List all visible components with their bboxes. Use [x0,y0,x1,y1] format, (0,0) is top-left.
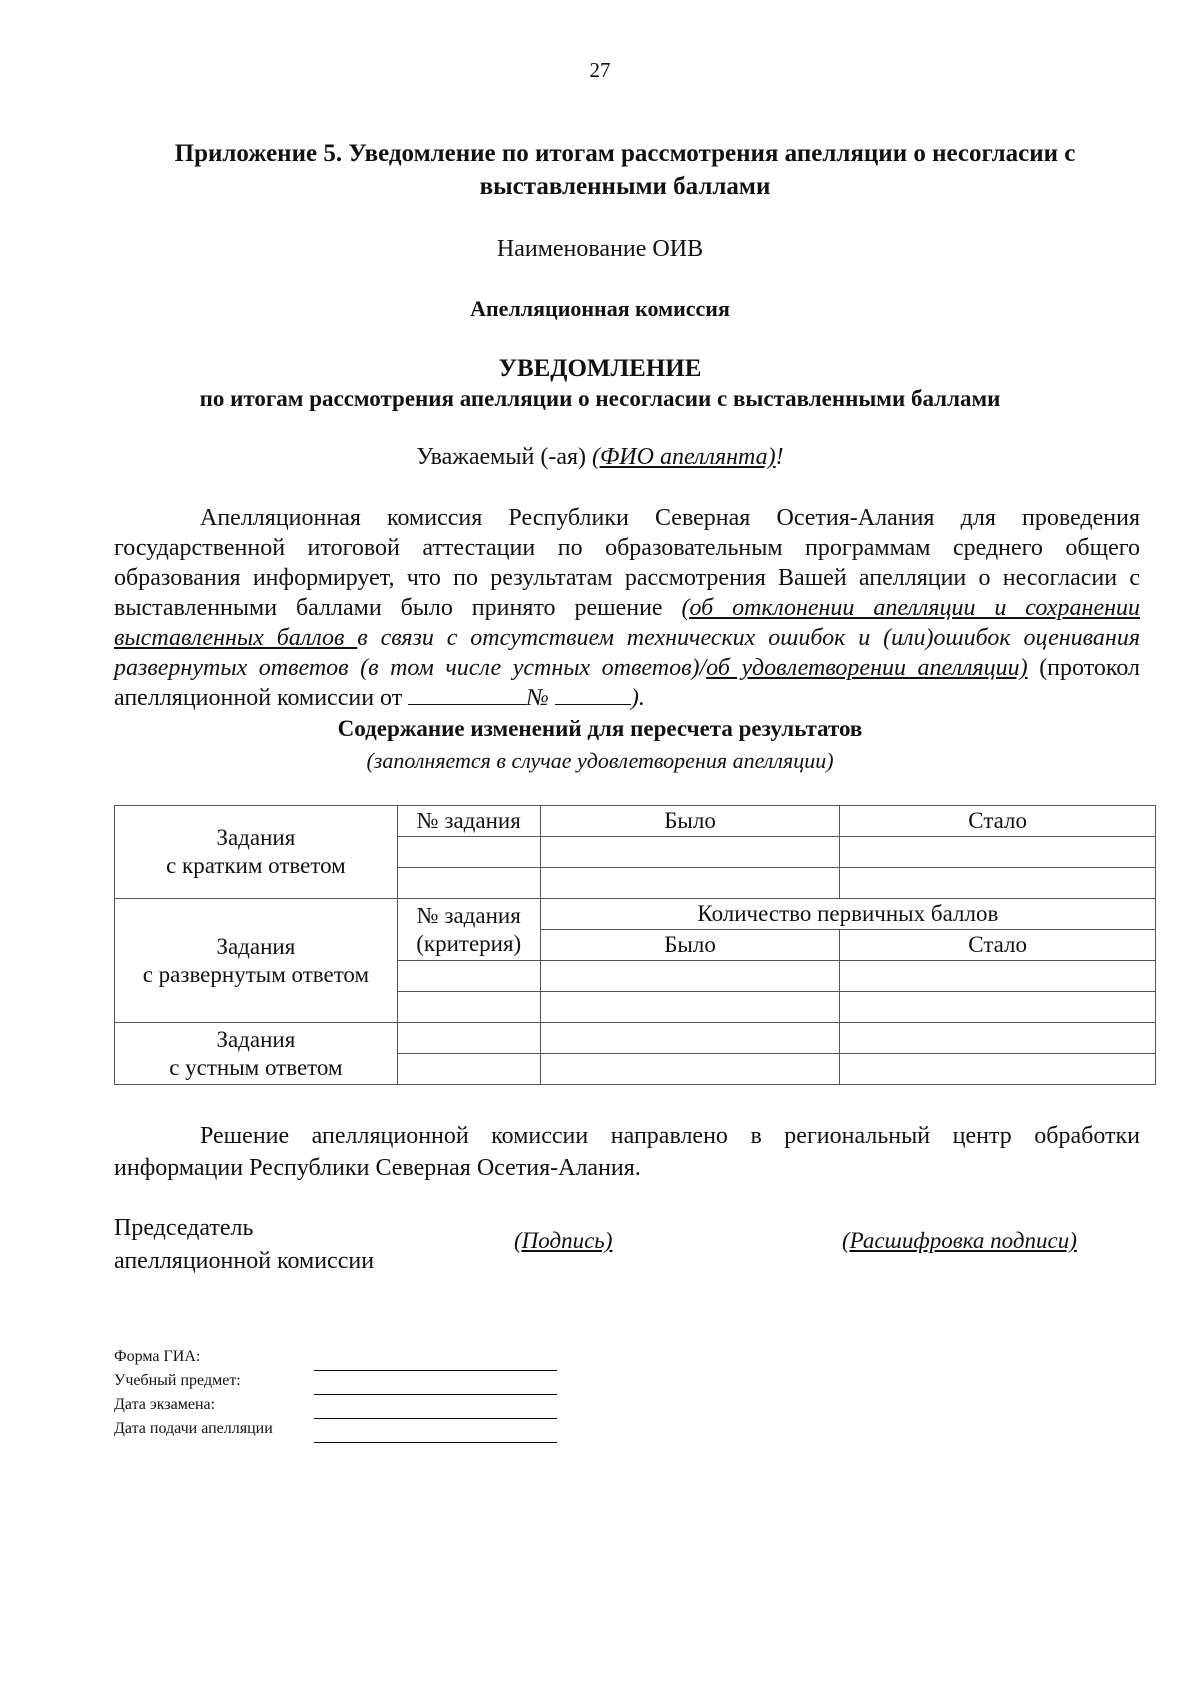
table-cell[interactable] [397,1023,540,1054]
task-criterion-header-line-1: № задания [416,902,521,928]
chair-label-line-1: Председатель [114,1215,254,1241]
exam-date-field[interactable] [314,1418,557,1419]
notice-title: УВЕДОМЛЕНИЕ [498,355,702,382]
short-answer-label [115,806,398,899]
protocol-text: (протокол апелляционной комиссии от [114,655,1140,711]
was-header: Было [540,806,840,837]
appeal-date-label: Дата подачи апелляции [114,1420,273,1437]
table-row [115,1023,1156,1054]
page-number: 27 [589,58,611,82]
task-criterion-header [397,899,540,961]
table-cell[interactable] [540,837,840,868]
primary-points-header: Количество первичных баллов [540,899,1155,930]
table-cell[interactable] [840,868,1156,899]
chair-label-line-2: апелляционной комиссии [114,1248,375,1274]
changes-title: Содержание изменений для пересчета результатов [337,716,863,741]
table-cell[interactable] [840,992,1156,1023]
changes-table [114,805,1156,1085]
extended-answer-label [115,899,398,1023]
commission-name: Апелляционная комиссия [470,296,730,321]
extended-label-line-2: с развернутым ответом [142,961,370,987]
oral-label-line-1: Задания [216,1026,296,1052]
table-cell[interactable] [540,961,840,992]
became-header: Стало [840,806,1156,837]
protocol-date-blank [408,684,526,705]
body-closing: ). [630,685,645,711]
was-header: Было [540,930,840,961]
task-number-header: № задания [397,806,540,837]
oral-answer-label [115,1023,398,1085]
oral-label-line-2: с устным ответом [169,1054,343,1080]
option-accept: об удовлетворении апелляции) [706,655,1028,681]
extended-label-line-1: Задания [216,933,296,959]
option-reject-underlined: (об отклонении апелляции и сохранении выставленных баллов [114,595,1140,651]
greeting [0,444,1200,471]
table-cell[interactable] [840,1023,1156,1054]
decision-text [114,1120,1140,1184]
became-header: Стало [840,930,1156,961]
short-answer-label-line-2: с кратким ответом [166,853,346,878]
option-reject-rest: в связи с отсутствием технических ошибок и (или)ошибок оценивания развернутых ответов (в том числе устных ответов)/ [114,625,1140,681]
table-cell[interactable] [540,1054,840,1085]
greeting-prefix: Уважаемый (-ая) [416,444,593,470]
subject-field[interactable] [314,1394,557,1395]
appellant-name-placeholder: (ФИО апеллянта) [592,444,776,470]
form-label: Форма ГИА: [114,1348,201,1365]
subject-label: Учебный предмет: [114,1372,241,1389]
table-cell[interactable] [540,1023,840,1054]
table-cell[interactable] [397,961,540,992]
table-cell[interactable] [540,868,840,899]
appeal-date-field[interactable] [314,1442,557,1443]
table-cell[interactable] [840,837,1156,868]
chair-label [114,1212,374,1278]
table-row [115,899,1156,930]
table-cell[interactable] [397,1054,540,1085]
signature-placeholder[interactable]: (Подпись) [514,1228,613,1253]
notice-subtitle: по итогам рассмотрения апелляции о несогласии с выставленными баллами [199,386,1001,411]
greeting-suffix: ! [775,444,784,470]
table-cell[interactable] [397,992,540,1023]
protocol-number-blank [555,684,631,705]
table-row [115,806,1156,837]
changes-hint: (заполняется в случае удовлетворения апелляции) [366,748,834,773]
short-answer-label-line-1: Задания [216,825,296,850]
table-cell[interactable] [840,1054,1156,1085]
table-cell[interactable] [540,992,840,1023]
appendix-title: Приложение 5. Уведомление по итогам рассмотрения апелляции о несогласии с выставленными баллами [174,140,1076,200]
table-cell[interactable] [840,961,1156,992]
task-criterion-header-line-2: (критерия) [416,930,522,956]
table-cell[interactable] [397,837,540,868]
exam-date-label: Дата экзамена: [114,1396,216,1413]
number-sign: № [526,685,555,711]
body-intro: Апелляционная комиссия Республики Северная Осетия-Алания для проведения государственной итоговой аттестации по образовательным программам среднего общего образования информирует, что по результатам рассмотрения Вашей апелляции о несогласии с выставленными баллами было принято решение [114,505,1140,621]
decision-text-content: Решение апелляционной комиссии направлено в региональный центр обработки информации Республики Северная Осетия-Алания. [114,1123,1140,1181]
form-field[interactable] [314,1370,557,1371]
signature-decode-placeholder[interactable]: (Расшифровка подписи) [842,1228,1077,1253]
table-cell[interactable] [397,868,540,899]
notice-body [114,503,1140,713]
oiv-name: Наименование ОИВ [496,236,704,262]
